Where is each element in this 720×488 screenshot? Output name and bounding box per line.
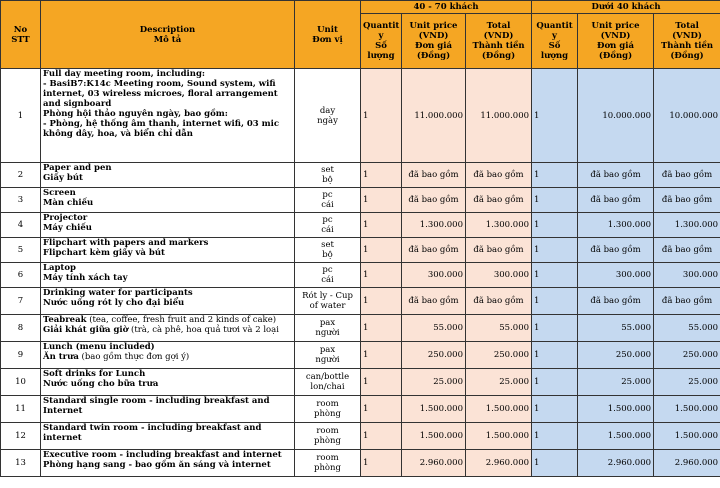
description-en-detail: (tea, coffee, fresh fruit and 2 kinds of cake)	[86, 315, 277, 325]
qty-under-40: 1	[532, 315, 578, 342]
header-qty-a: Quantit y Số lượng	[361, 14, 402, 69]
total-40-70: 25.000	[466, 369, 532, 396]
total-under-40: 1.500.000	[654, 423, 720, 450]
total-40-70: 250.000	[466, 342, 532, 369]
description-en: Lunch (menu included)	[43, 342, 155, 352]
table-row	[1, 423, 720, 450]
unit-price-under-40: đã bao gồm	[578, 238, 654, 263]
description-cell: Soft drinks for Lunch Nước uống cho bữa trưa	[41, 369, 295, 396]
row-number: 5	[1, 238, 41, 263]
qty-40-70: 1	[361, 188, 402, 213]
unit-price-40-70: 2.960.000	[402, 450, 466, 477]
group-40-70: 40 - 70 khách	[361, 1, 532, 14]
qty-under-40: 1	[532, 188, 578, 213]
header-total-b: Total (VND) Thành tiền (Đồng)	[654, 14, 720, 69]
description-vi: Ăn trưa	[43, 352, 79, 362]
unit-price-under-40: 1.500.000	[578, 396, 654, 423]
total-under-40: 25.000	[654, 369, 720, 396]
unit-cell: room phòng	[295, 396, 361, 423]
qty-40-70: 1	[361, 396, 402, 423]
row-number: 3	[1, 188, 41, 213]
qty-under-40: 1	[532, 263, 578, 288]
row-number: 6	[1, 263, 41, 288]
total-under-40: 250.000	[654, 342, 720, 369]
unit-cell: set bộ	[295, 238, 361, 263]
total-40-70: đã bao gồm	[466, 238, 532, 263]
unit-cell: room phòng	[295, 423, 361, 450]
unit-price-40-70: 11.000.000	[402, 69, 466, 163]
unit-price-under-40: đã bao gồm	[578, 188, 654, 213]
description-cell: Screen Màn chiếu	[41, 188, 295, 213]
header-qty-b: Quantit y Số lượng	[532, 14, 578, 69]
row-number: 10	[1, 369, 41, 396]
total-under-40: đã bao gồm	[654, 163, 720, 188]
row-number: 2	[1, 163, 41, 188]
qty-40-70: 1	[361, 163, 402, 188]
total-40-70: đã bao gồm	[466, 163, 532, 188]
unit-price-40-70: 300.000	[402, 263, 466, 288]
total-40-70: 1.500.000	[466, 423, 532, 450]
unit-price-40-70: đã bao gồm	[402, 163, 466, 188]
total-40-70: 11.000.000	[466, 69, 532, 163]
table-row	[1, 342, 720, 369]
description-cell	[41, 342, 295, 369]
qty-40-70: 1	[361, 450, 402, 477]
qty-under-40: 1	[532, 288, 578, 315]
unit-cell: Rót ly - Cup of water	[295, 288, 361, 315]
total-40-70: 300.000	[466, 263, 532, 288]
qty-under-40: 1	[532, 342, 578, 369]
unit-cell: pax người	[295, 315, 361, 342]
row-number: 7	[1, 288, 41, 315]
description-cell: Flipchart with papers and markers Flipchart kèm giấy và bút	[41, 238, 295, 263]
description-vi-detail: (trà, cà phê, hoa quả tươi và 2 loại	[128, 325, 279, 335]
unit-cell: pc cái	[295, 188, 361, 213]
unit-price-under-40: 2.960.000	[578, 450, 654, 477]
qty-40-70: 1	[361, 263, 402, 288]
description-cell: Projector Máy chiếu	[41, 213, 295, 238]
qty-under-40: 1	[532, 423, 578, 450]
unit-price-under-40: đã bao gồm	[578, 163, 654, 188]
unit-price-under-40: 25.000	[578, 369, 654, 396]
qty-under-40: 1	[532, 396, 578, 423]
unit-price-40-70: 1.500.000	[402, 396, 466, 423]
total-under-40: 1.300.000	[654, 213, 720, 238]
qty-under-40: 1	[532, 213, 578, 238]
row-number: 12	[1, 423, 41, 450]
row-number: 11	[1, 396, 41, 423]
description-cell	[41, 315, 295, 342]
qty-40-70: 1	[361, 288, 402, 315]
description-cell: Drinking water for participants Nước uống rót ly cho đại biểu	[41, 288, 295, 315]
header-description: Description Mô tả	[41, 1, 295, 69]
description-cell: Executive room - including breakfast and internet Phòng hạng sang - bao gồm ăn sáng và internet	[41, 450, 295, 477]
table-row	[1, 288, 720, 315]
table-row	[1, 188, 720, 213]
row-number: 4	[1, 213, 41, 238]
total-40-70: 1.500.000	[466, 396, 532, 423]
unit-price-40-70: 1.500.000	[402, 423, 466, 450]
unit-cell: can/bottle lon/chai	[295, 369, 361, 396]
header-unit-price-b: Unit price (VND) Đơn giá (Đồng)	[578, 14, 654, 69]
unit-price-40-70: đã bao gồm	[402, 288, 466, 315]
description-cell: Standard twin room - including breakfast and internet	[41, 423, 295, 450]
row-number: 1	[1, 69, 41, 163]
group-under-40: Dưới 40 khách	[532, 1, 720, 14]
table-row	[1, 238, 720, 263]
qty-under-40: 1	[532, 163, 578, 188]
description-en: Teabreak	[43, 315, 87, 325]
total-40-70: đã bao gồm	[466, 188, 532, 213]
unit-price-under-40: 300.000	[578, 263, 654, 288]
unit-price-under-40: đã bao gồm	[578, 288, 654, 315]
qty-40-70: 1	[361, 213, 402, 238]
unit-cell: day ngày	[295, 69, 361, 163]
table-row	[1, 315, 720, 342]
unit-price-40-70: 250.000	[402, 342, 466, 369]
row-number: 8	[1, 315, 41, 342]
unit-price-40-70: đã bao gồm	[402, 188, 466, 213]
total-under-40: 10.000.000	[654, 69, 720, 163]
total-under-40: đã bao gồm	[654, 238, 720, 263]
total-40-70: 55.000	[466, 315, 532, 342]
total-40-70: 2.960.000	[466, 450, 532, 477]
total-under-40: 2.960.000	[654, 450, 720, 477]
unit-price-under-40: 250.000	[578, 342, 654, 369]
unit-price-under-40: 1.300.000	[578, 213, 654, 238]
description-cell: Standard single room - including breakfast and Internet	[41, 396, 295, 423]
description-cell: Paper and pen Giấy bút	[41, 163, 295, 188]
unit-price-under-40: 55.000	[578, 315, 654, 342]
table-row	[1, 369, 720, 396]
qty-40-70: 1	[361, 69, 402, 163]
unit-price-40-70: 25.000	[402, 369, 466, 396]
total-under-40: 1.500.000	[654, 396, 720, 423]
unit-price-under-40: 10.000.000	[578, 69, 654, 163]
unit-cell: pc cái	[295, 263, 361, 288]
total-under-40: đã bao gồm	[654, 188, 720, 213]
row-number: 9	[1, 342, 41, 369]
qty-40-70: 1	[361, 369, 402, 396]
row-number: 13	[1, 450, 41, 477]
unit-cell: pax người	[295, 342, 361, 369]
total-40-70: đã bao gồm	[466, 288, 532, 315]
header-unit-price-a: Unit price (VND) Đơn giá (Đồng)	[402, 14, 466, 69]
total-under-40: đã bao gồm	[654, 288, 720, 315]
description-vi-detail: (bao gồm thực đơn gợi ý)	[78, 352, 190, 362]
table-row	[1, 213, 720, 238]
total-under-40: 300.000	[654, 263, 720, 288]
unit-price-under-40: 1.500.000	[578, 423, 654, 450]
table-row	[1, 450, 720, 477]
description-cell: Full day meeting room, including: - BasiB7:K14c Meeting room, Sound system, wifi internet, 03 wireless microes, floral arrangement and signboard Phòng hội thảo nguyên ngày, bao gồm: - Phòng, hệ thống âm thanh, internet wifi, 03 mic không dây, hoa, và biển chỉ dẫn	[41, 69, 295, 163]
unit-price-40-70: đã bao gồm	[402, 238, 466, 263]
table-row	[1, 69, 720, 163]
qty-under-40: 1	[532, 369, 578, 396]
qty-under-40: 1	[532, 238, 578, 263]
table-row	[1, 396, 720, 423]
qty-under-40: 1	[532, 69, 578, 163]
header-total-a: Total (VND) Thành tiền (Đồng)	[466, 14, 532, 69]
description-cell: Laptop Máy tính xách tay	[41, 263, 295, 288]
qty-40-70: 1	[361, 423, 402, 450]
unit-cell: pc cái	[295, 213, 361, 238]
header-no: No STT	[1, 1, 41, 69]
table-row	[1, 263, 720, 288]
unit-cell: room phòng	[295, 450, 361, 477]
qty-40-70: 1	[361, 238, 402, 263]
description-vi: Giải khát giữa giờ	[43, 325, 129, 335]
total-under-40: 55.000	[654, 315, 720, 342]
qty-40-70: 1	[361, 315, 402, 342]
header-unit: Unit Đơn vị	[295, 1, 361, 69]
unit-price-40-70: 55.000	[402, 315, 466, 342]
qty-under-40: 1	[532, 450, 578, 477]
unit-price-40-70: 1.300.000	[402, 213, 466, 238]
unit-cell: set bộ	[295, 163, 361, 188]
qty-40-70: 1	[361, 342, 402, 369]
total-40-70: 1.300.000	[466, 213, 532, 238]
table-row	[1, 163, 720, 188]
